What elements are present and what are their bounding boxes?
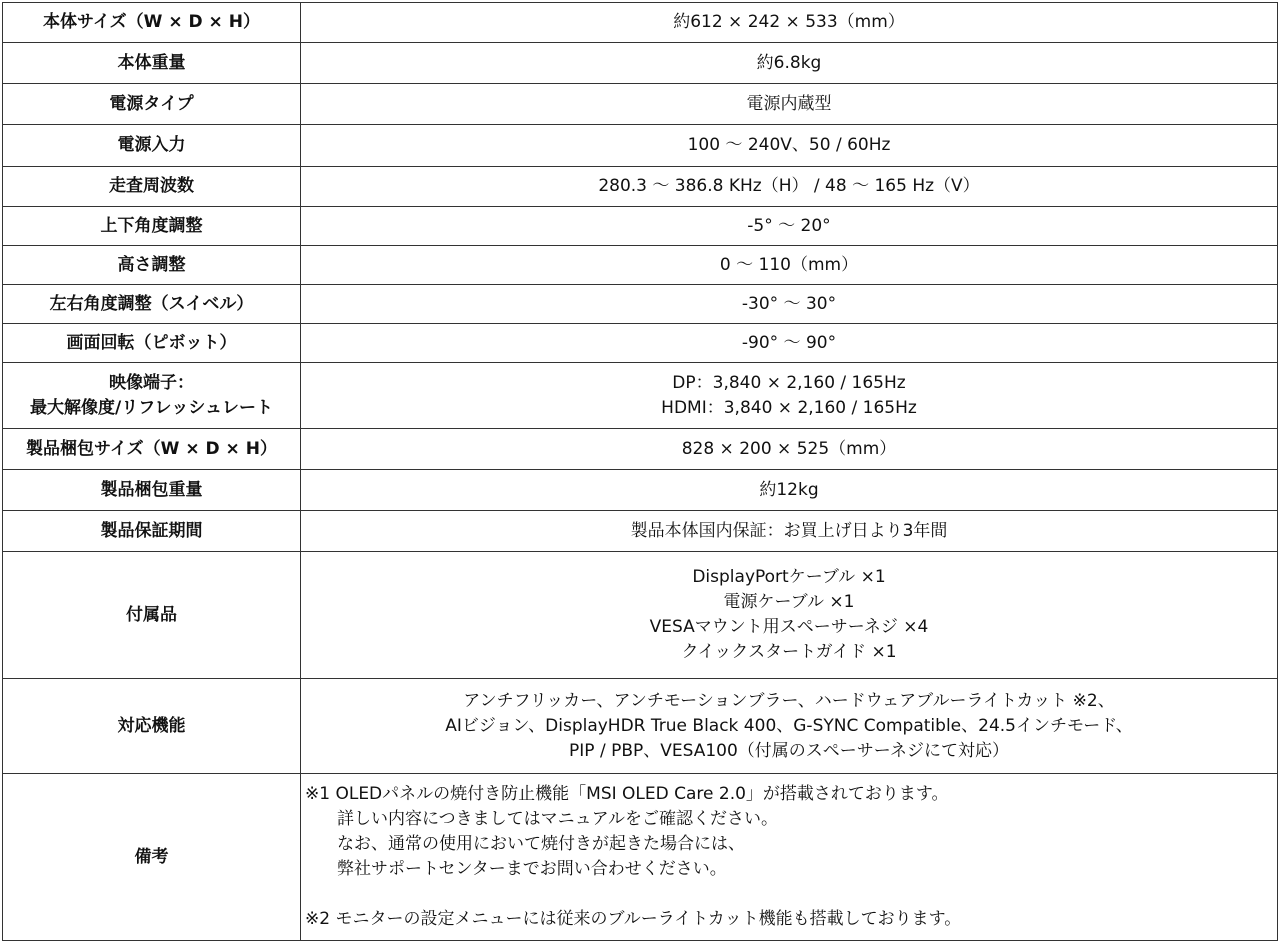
row-label: 上下角度調整 [3, 207, 301, 246]
spec-table [2, 2, 1278, 941]
row-label: 製品保証期間 [3, 511, 301, 552]
table-row [3, 363, 1278, 429]
table-row [3, 679, 1278, 774]
row-label: 製品梱包重量 [3, 470, 301, 511]
row-label: 電源入力 [3, 125, 301, 167]
row-label: 左右角度調整（スイベル） [3, 285, 301, 324]
row-value: アンチフリッカー、アンチモーションブラー、ハードウェアブルーライトカット ※2、 AIビジョン、DisplayHDR True Black 400、G-SYNC Compatible、24.5インチモード、 PIP / PBP、VESA100（付属のスペーサーネジにて対応） [301, 679, 1278, 774]
table-row [3, 246, 1278, 285]
table-row [3, 3, 1278, 43]
row-value: 約12kg [301, 470, 1278, 511]
row-value: DP：3,840 × 2,160 / 165Hz HDMI：3,840 × 2,160 / 165Hz [301, 363, 1278, 429]
table-row [3, 774, 1278, 941]
note-1-line: なお、通常の使用において焼付きが起きた場合には、 [337, 834, 745, 854]
row-value: 280.3 ～ 386.8 KHz（H） / 48 ～ 165 Hz（V） [301, 167, 1278, 207]
row-value: -90° ～ 90° [301, 324, 1278, 363]
row-value: -30° ～ 30° [301, 285, 1278, 324]
table-row [3, 285, 1278, 324]
table-row [3, 43, 1278, 84]
table-row [3, 470, 1278, 511]
row-label: 備考 [3, 774, 301, 941]
row-label: 付属品 [3, 552, 301, 679]
row-value: 828 × 200 × 525（mm） [301, 429, 1278, 470]
row-value: -5° ～ 20° [301, 207, 1278, 246]
note-1-line: 弊社サポートセンターまでお問い合わせください。 [337, 859, 727, 879]
note-2: ※2 モニターの設定メニューには従来のブルーライトカット機能も搭載しております。 [305, 909, 962, 929]
table-row [3, 429, 1278, 470]
row-label: 対応機能 [3, 679, 301, 774]
table-row [3, 167, 1278, 207]
row-value: 電源内蔵型 [301, 84, 1278, 125]
notes-cell [301, 774, 1278, 941]
note-1-line: 詳しい内容につきましてはマニュアルをご確認ください。 [337, 809, 778, 829]
row-value: 製品本体国内保証：お買上げ日より3年間 [301, 511, 1278, 552]
row-label-line: 映像端子： [109, 372, 194, 393]
note-1: ※1 OLEDパネルの焼付き防止機能「MSI OLED Care 2.0」が搭載されております。 [305, 784, 949, 804]
table-row [3, 511, 1278, 552]
row-label: 画面回転（ピボット） [3, 324, 301, 363]
row-value: 約6.8kg [301, 43, 1278, 84]
table-row [3, 207, 1278, 246]
table-row [3, 125, 1278, 167]
note-spacer [305, 882, 1277, 907]
row-label: 本体重量 [3, 43, 301, 84]
row-label: 高さ調整 [3, 246, 301, 285]
row-label [3, 363, 301, 429]
row-label: 製品梱包サイズ（W × D × H） [3, 429, 301, 470]
row-value: 100 ～ 240V、50 / 60Hz [301, 125, 1278, 167]
row-label: 走査周波数 [3, 167, 301, 207]
row-value: 約612 × 242 × 533（mm） [301, 3, 1278, 43]
row-value: 0 ～ 110（mm） [301, 246, 1278, 285]
row-label: 電源タイプ [3, 84, 301, 125]
row-value: DisplayPortケーブル ×1 電源ケーブル ×1 VESAマウント用スペーサーネジ ×4 クイックスタートガイド ×1 [301, 552, 1278, 679]
row-label: 本体サイズ（W × D × H） [3, 3, 301, 43]
table-row [3, 552, 1278, 679]
row-label-line: 最大解像度/リフレッシュレート [29, 397, 274, 418]
table-row [3, 84, 1278, 125]
table-row [3, 324, 1278, 363]
